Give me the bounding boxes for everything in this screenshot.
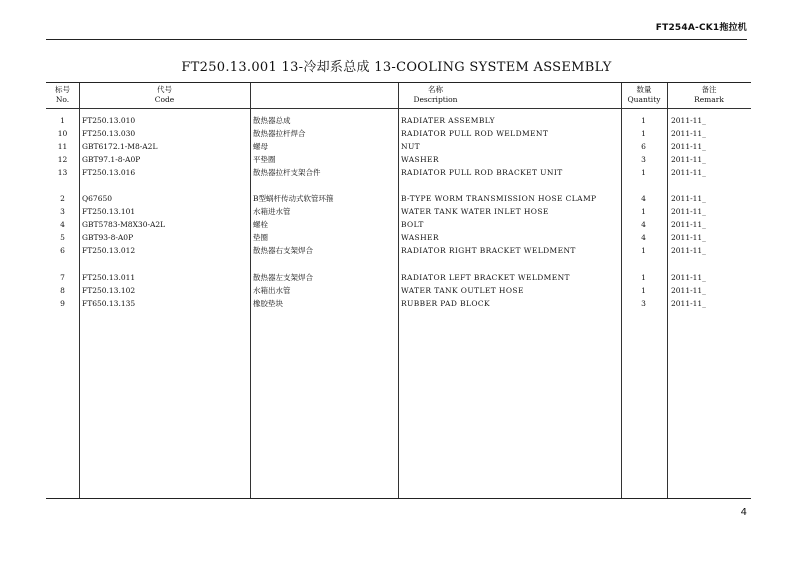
cell-name: 垫圈 <box>253 233 268 242</box>
column-header-remark-cn: 备注 <box>701 85 717 94</box>
cell-name: 散热器拉杆焊合 <box>253 129 306 138</box>
column-header-qty-en: Quantity <box>627 95 661 104</box>
cell-code: GBT93-8-A0P <box>82 233 134 242</box>
column-header-no-cn: 标号 <box>55 85 70 94</box>
cell-remark: 2011-11_ <box>671 233 706 242</box>
column-header-description <box>250 85 621 107</box>
cell-no: 3 <box>60 207 65 216</box>
cell-desc: B-TYPE WORM TRANSMISSION HOSE CLAMP <box>401 194 597 203</box>
table-row <box>46 271 751 284</box>
cell-code: FT250.13.011 <box>82 273 136 282</box>
cell-code: Q67650 <box>82 194 113 203</box>
cell-qty: 1 <box>641 246 646 255</box>
cell-qty: 4 <box>641 233 646 242</box>
table-row <box>46 205 751 218</box>
cell-qty: 1 <box>641 207 646 216</box>
cell-qty: 3 <box>641 155 646 164</box>
cell-desc: NUT <box>401 142 421 151</box>
column-header-qty-cn: 数量 <box>636 85 652 94</box>
cell-desc: BOLT <box>401 220 424 229</box>
cell-qty: 4 <box>641 194 646 203</box>
cell-code: FT650.13.135 <box>82 299 136 308</box>
table-row <box>46 140 751 153</box>
cell-name: 散热器右支架焊合 <box>253 246 313 255</box>
table-row <box>46 166 751 179</box>
table-row <box>46 284 751 297</box>
column-header-no <box>46 85 79 107</box>
cell-qty: 1 <box>641 273 646 282</box>
page-title: FT250.13.001 13-冷却系总成 13-COOLING SYSTEM ASSEMBLY <box>181 60 612 75</box>
cell-remark: 2011-11_ <box>671 129 706 138</box>
cell-name: B型蜗杆传动式软管环箍 <box>253 194 334 203</box>
page-number: 4 <box>740 507 747 518</box>
cell-no: 2 <box>60 194 65 203</box>
header-row-divider <box>46 108 751 109</box>
cell-no: 9 <box>60 299 65 308</box>
parts-table <box>46 82 751 499</box>
cell-desc: RADIATOR PULL ROD BRACKET UNIT <box>401 168 563 177</box>
cell-code: FT250.13.030 <box>82 129 136 138</box>
cell-remark: 2011-11_ <box>671 273 706 282</box>
cell-no: 10 <box>57 129 68 138</box>
cell-code: GBT6172.1-M8-A2L <box>82 142 158 151</box>
cell-no: 12 <box>57 155 68 164</box>
column-header-name-en: Description <box>413 95 458 104</box>
cell-qty: 6 <box>641 142 646 151</box>
column-header-code <box>79 85 250 107</box>
cell-remark: 2011-11_ <box>671 207 706 216</box>
table-row <box>46 192 751 205</box>
column-header-name-cn: 名称 <box>428 85 443 94</box>
cell-name: 散热器拉杆支架合件 <box>253 168 321 177</box>
cell-no: 4 <box>60 220 65 229</box>
table-row <box>46 114 751 127</box>
table-row <box>46 231 751 244</box>
cell-no: 8 <box>60 286 65 295</box>
cell-code: GBT5783-M8X30-A2L <box>82 220 166 229</box>
cell-qty: 1 <box>641 286 646 295</box>
cell-no: 11 <box>57 142 68 151</box>
cell-qty: 3 <box>641 299 646 308</box>
cell-no: 6 <box>60 246 65 255</box>
cell-remark: 2011-11_ <box>671 299 706 308</box>
cell-code: FT250.13.016 <box>82 168 136 177</box>
cell-remark: 2011-11_ <box>671 142 706 151</box>
cell-code: FT250.13.101 <box>82 207 136 216</box>
cell-desc: WASHER <box>401 233 439 242</box>
cell-code: FT250.13.012 <box>82 246 136 255</box>
cell-remark: 2011-11_ <box>671 286 706 295</box>
cell-remark: 2011-11_ <box>671 194 706 203</box>
cell-code: GBT97.1-8-A0P <box>82 155 141 164</box>
cell-name: 散热器总成 <box>253 116 291 125</box>
column-header-quantity <box>621 85 667 107</box>
column-header-remark-en: Remark <box>694 95 724 104</box>
cell-name: 平垫圈 <box>253 155 276 164</box>
table-row <box>46 244 751 257</box>
cell-desc: WASHER <box>401 155 439 164</box>
cell-qty: 4 <box>641 220 646 229</box>
cell-desc: RUBBER PAD BLOCK <box>401 299 491 308</box>
table-row <box>46 153 751 166</box>
cell-desc: RADIATER ASSEMBLY <box>401 116 496 125</box>
cell-name: 水箱出水管 <box>253 286 291 295</box>
cell-qty: 1 <box>641 129 646 138</box>
cell-remark: 2011-11_ <box>671 246 706 255</box>
cell-qty: 1 <box>641 168 646 177</box>
cell-code: FT250.13.102 <box>82 286 136 295</box>
column-header-no-en: No. <box>55 95 70 104</box>
cell-no: 13 <box>57 168 68 177</box>
table-row <box>46 218 751 231</box>
cell-remark: 2011-11_ <box>671 220 706 229</box>
table-row <box>46 297 751 310</box>
cell-no: 7 <box>60 273 65 282</box>
cell-desc: RADIATOR RIGHT BRACKET WELDMENT <box>401 246 576 255</box>
cell-name: 橡胶垫块 <box>253 299 283 308</box>
cell-desc: WATER TANK WATER INLET HOSE <box>401 207 549 216</box>
cell-desc: RADIATOR LEFT BRACKET WELDMENT <box>401 273 570 282</box>
cell-name: 螺栓 <box>253 220 268 229</box>
column-header-code-cn: 代号 <box>157 85 172 94</box>
cell-desc: RADIATOR PULL ROD WELDMENT <box>401 129 549 138</box>
table-row <box>46 127 751 140</box>
header-divider <box>46 39 747 40</box>
cell-remark: 2011-11_ <box>671 168 706 177</box>
cell-remark: 2011-11_ <box>671 116 706 125</box>
cell-name: 螺母 <box>253 142 268 151</box>
cell-no: 1 <box>60 116 65 125</box>
cell-qty: 1 <box>641 116 646 125</box>
cell-remark: 2011-11_ <box>671 155 706 164</box>
column-header-code-en: Code <box>154 95 175 104</box>
column-header-remark <box>667 85 751 107</box>
document-header-model: FT254A-CK1拖拉机 <box>655 23 747 33</box>
cell-desc: WATER TANK OUTLET HOSE <box>401 286 524 295</box>
cell-no: 5 <box>60 233 65 242</box>
cell-name: 散热器左支架焊合 <box>253 273 313 282</box>
cell-name: 水箱进水管 <box>253 207 291 216</box>
cell-code: FT250.13.010 <box>82 116 136 125</box>
